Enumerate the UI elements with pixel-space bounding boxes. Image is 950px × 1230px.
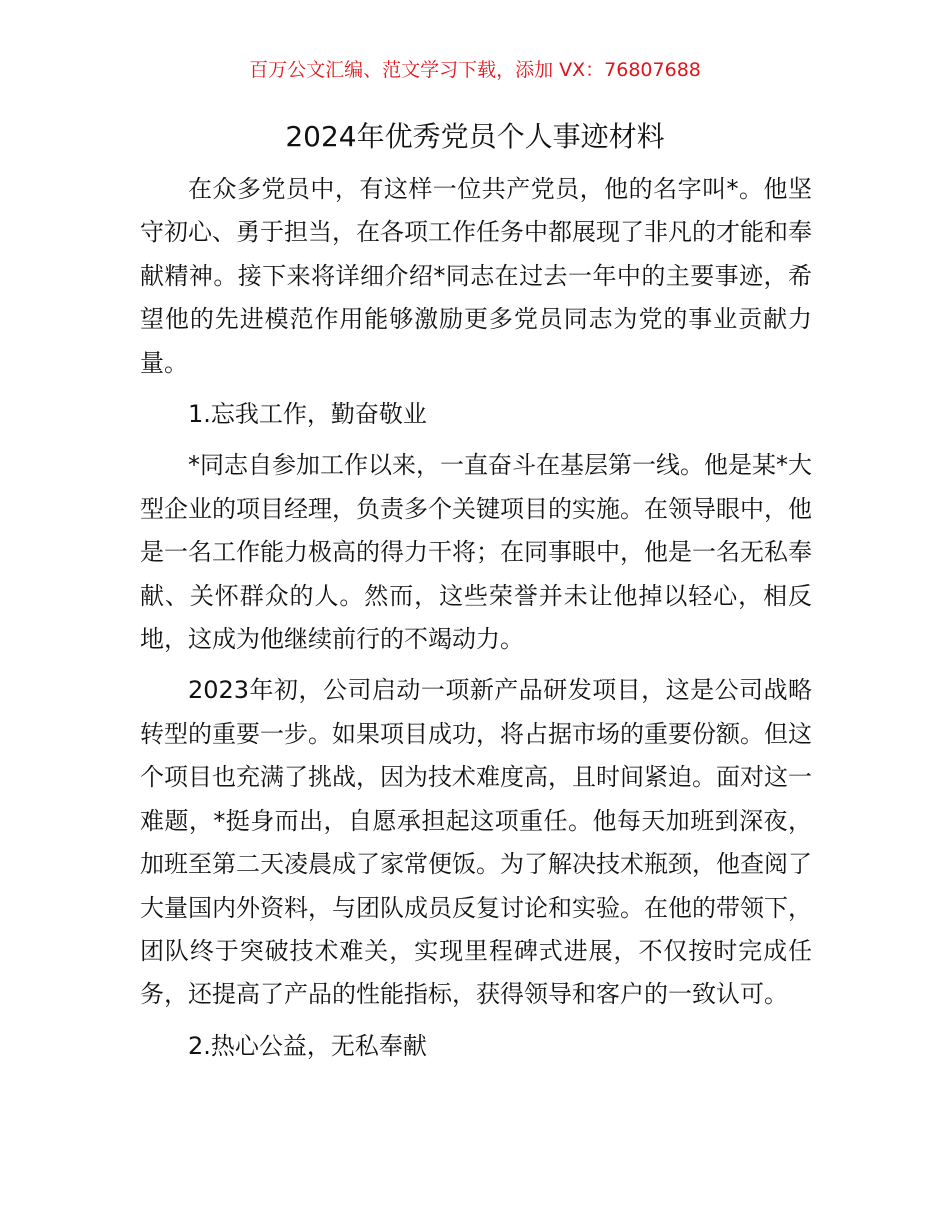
section-heading-2: 2.热心公益，无私奉献 — [188, 1031, 427, 1060]
spacer — [140, 385, 812, 393]
spacer — [140, 436, 812, 444]
spacer — [140, 661, 812, 669]
spacer — [140, 1017, 812, 1025]
section-1-paragraph-1: *同志自参加工作以来，一直奋斗在基层第一线。他是某*大型企业的项目经理，负责多个关键项目的实施。在领导眼中，他是一名工作能力极高的得力干将；在同事眼中，他是一名无私奉献、关怀群众的人。然而，这些荣誉并未让他掉以轻心，相反地，这成为他继续前行的不竭动力。 — [140, 451, 812, 654]
section-1-paragraph-2: 2023年初，公司启动一项新产品研发项目，这是公司战略转型的重要一步。如果项目成功，将占据市场的重要份额。但这个项目也充满了挑战，因为技术难度高，且时间紧迫。面对这一难题，*挺身而出，自愿承担起这项重任。他每天加班到深夜，加班至第二天凌晨成了家常便饭。为了解决技术瓶颈，他查阅了大量国内外资料，与团队成员反复讨论和实验。在他的带领下，团队终于突破技术难关，实现里程碑式进展，不仅按时完成任务，还提高了产品的性能指标，获得领导和客户的一致认可。 — [140, 676, 812, 1009]
promo-banner: 百万公文汇编、范文学习下载，添加 VX：76807688 — [249, 59, 701, 81]
document-title: 2024年优秀党员个人事迹材料 — [285, 120, 665, 153]
section-heading-1: 1.忘我工作，勤奋敬业 — [188, 400, 427, 429]
intro-paragraph: 在众多党员中，有这样一位共产党员，他的名字叫*。他坚守初心、勇于担当，在各项工作任务中都展现了非凡的才能和奉献精神。接下来将详细介绍*同志在过去一年中的主要事迹，希望他的先进模范作用能够激励更多党员同志为党的事业贡献力量。 — [140, 175, 812, 377]
document-body — [140, 168, 812, 1068]
